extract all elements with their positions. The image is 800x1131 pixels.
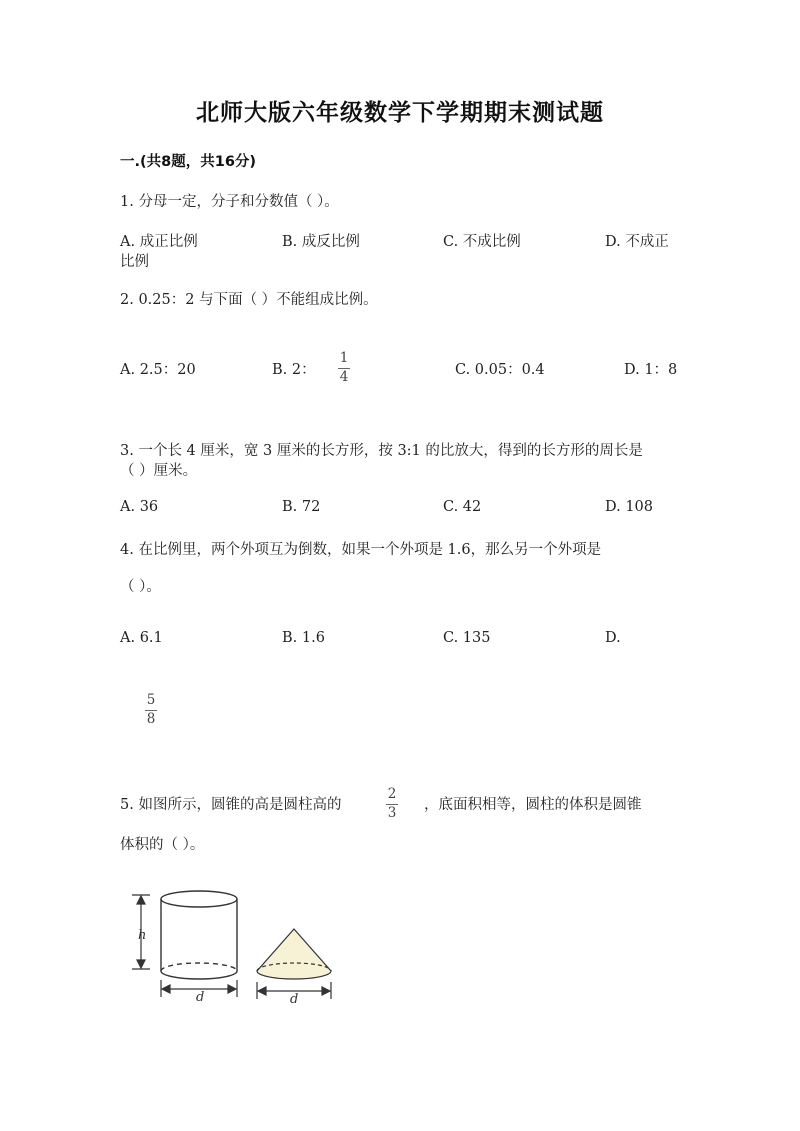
height-label: h [138, 928, 147, 943]
section-heading: 一.(共8题，共16分) [120, 154, 257, 170]
fraction-denominator: 8 [146, 710, 156, 727]
question-5-stem-part2: ，底面积相等，圆柱的体积是圆锥 [424, 797, 642, 813]
q1-option-a: A. 成正比例 [120, 234, 198, 250]
question-5-stem-line2: 体积的（ ）。 [120, 837, 205, 853]
q1-option-d: D. 不成正 [605, 234, 669, 250]
q2-option-a: A. 2.5：20 [120, 362, 196, 378]
q4-fraction [145, 694, 157, 726]
question-4-stem: 4. 在比例里，两个外项互为倒数，如果一个外项是 1.6，那么另一个外项是 [120, 542, 602, 558]
cylinder-shape [161, 891, 237, 979]
q2-option-d: D. 1：8 [624, 362, 678, 378]
question-4-stem-line2: （ ）。 [120, 579, 161, 595]
q2-fraction [338, 352, 350, 384]
q4-option-c: C. 135 [443, 630, 491, 646]
question-5-stem: 5. 如图所示，圆锥的高是圆柱高的 [120, 797, 342, 813]
page-title: 北师大版六年级数学下学期期末测试题 [196, 100, 604, 126]
fraction-numerator: 2 [387, 786, 397, 802]
cylinder-diameter-label: d [196, 990, 205, 1005]
q1-option-c: C. 不成比例 [443, 234, 521, 250]
q3-option-d: D. 108 [605, 499, 654, 515]
fraction-numerator: 5 [146, 692, 156, 708]
cone-shape [257, 929, 331, 979]
question-3-stem-line2: （ ）厘米。 [120, 463, 198, 479]
cone-diameter-label: d [290, 992, 299, 1007]
question-2-stem: 2. 0.25：2 与下面（ ）不能组成比例。 [120, 292, 378, 308]
fraction-denominator: 3 [387, 804, 397, 821]
cylinder-cone-figure [120, 885, 340, 1010]
q1-option-b: B. 成反比例 [282, 234, 360, 250]
question-3-stem: 3. 一个长 4 厘米，宽 3 厘米的长方形，按 3:1 的比放大，得到的长方形的周长是 [120, 443, 643, 459]
q4-option-d: D. [605, 630, 621, 646]
question-1-stem: 1. 分母一定，分子和分数值（ ）。 [120, 194, 339, 210]
q5-fraction [386, 788, 398, 820]
q2-option-b: B. 2： [272, 362, 316, 378]
q1-option-d-wrap: 比例 [120, 254, 149, 270]
q3-option-b: B. 72 [282, 499, 321, 515]
q4-option-b: B. 1.6 [282, 630, 325, 646]
q2-option-c: C. 0.05：0.4 [455, 362, 545, 378]
fraction-denominator: 4 [339, 368, 349, 385]
fraction-numerator: 1 [339, 350, 349, 366]
q4-option-a: A. 6.1 [120, 630, 163, 646]
q3-option-a: A. 36 [120, 499, 159, 515]
q3-option-c: C. 42 [443, 499, 482, 515]
